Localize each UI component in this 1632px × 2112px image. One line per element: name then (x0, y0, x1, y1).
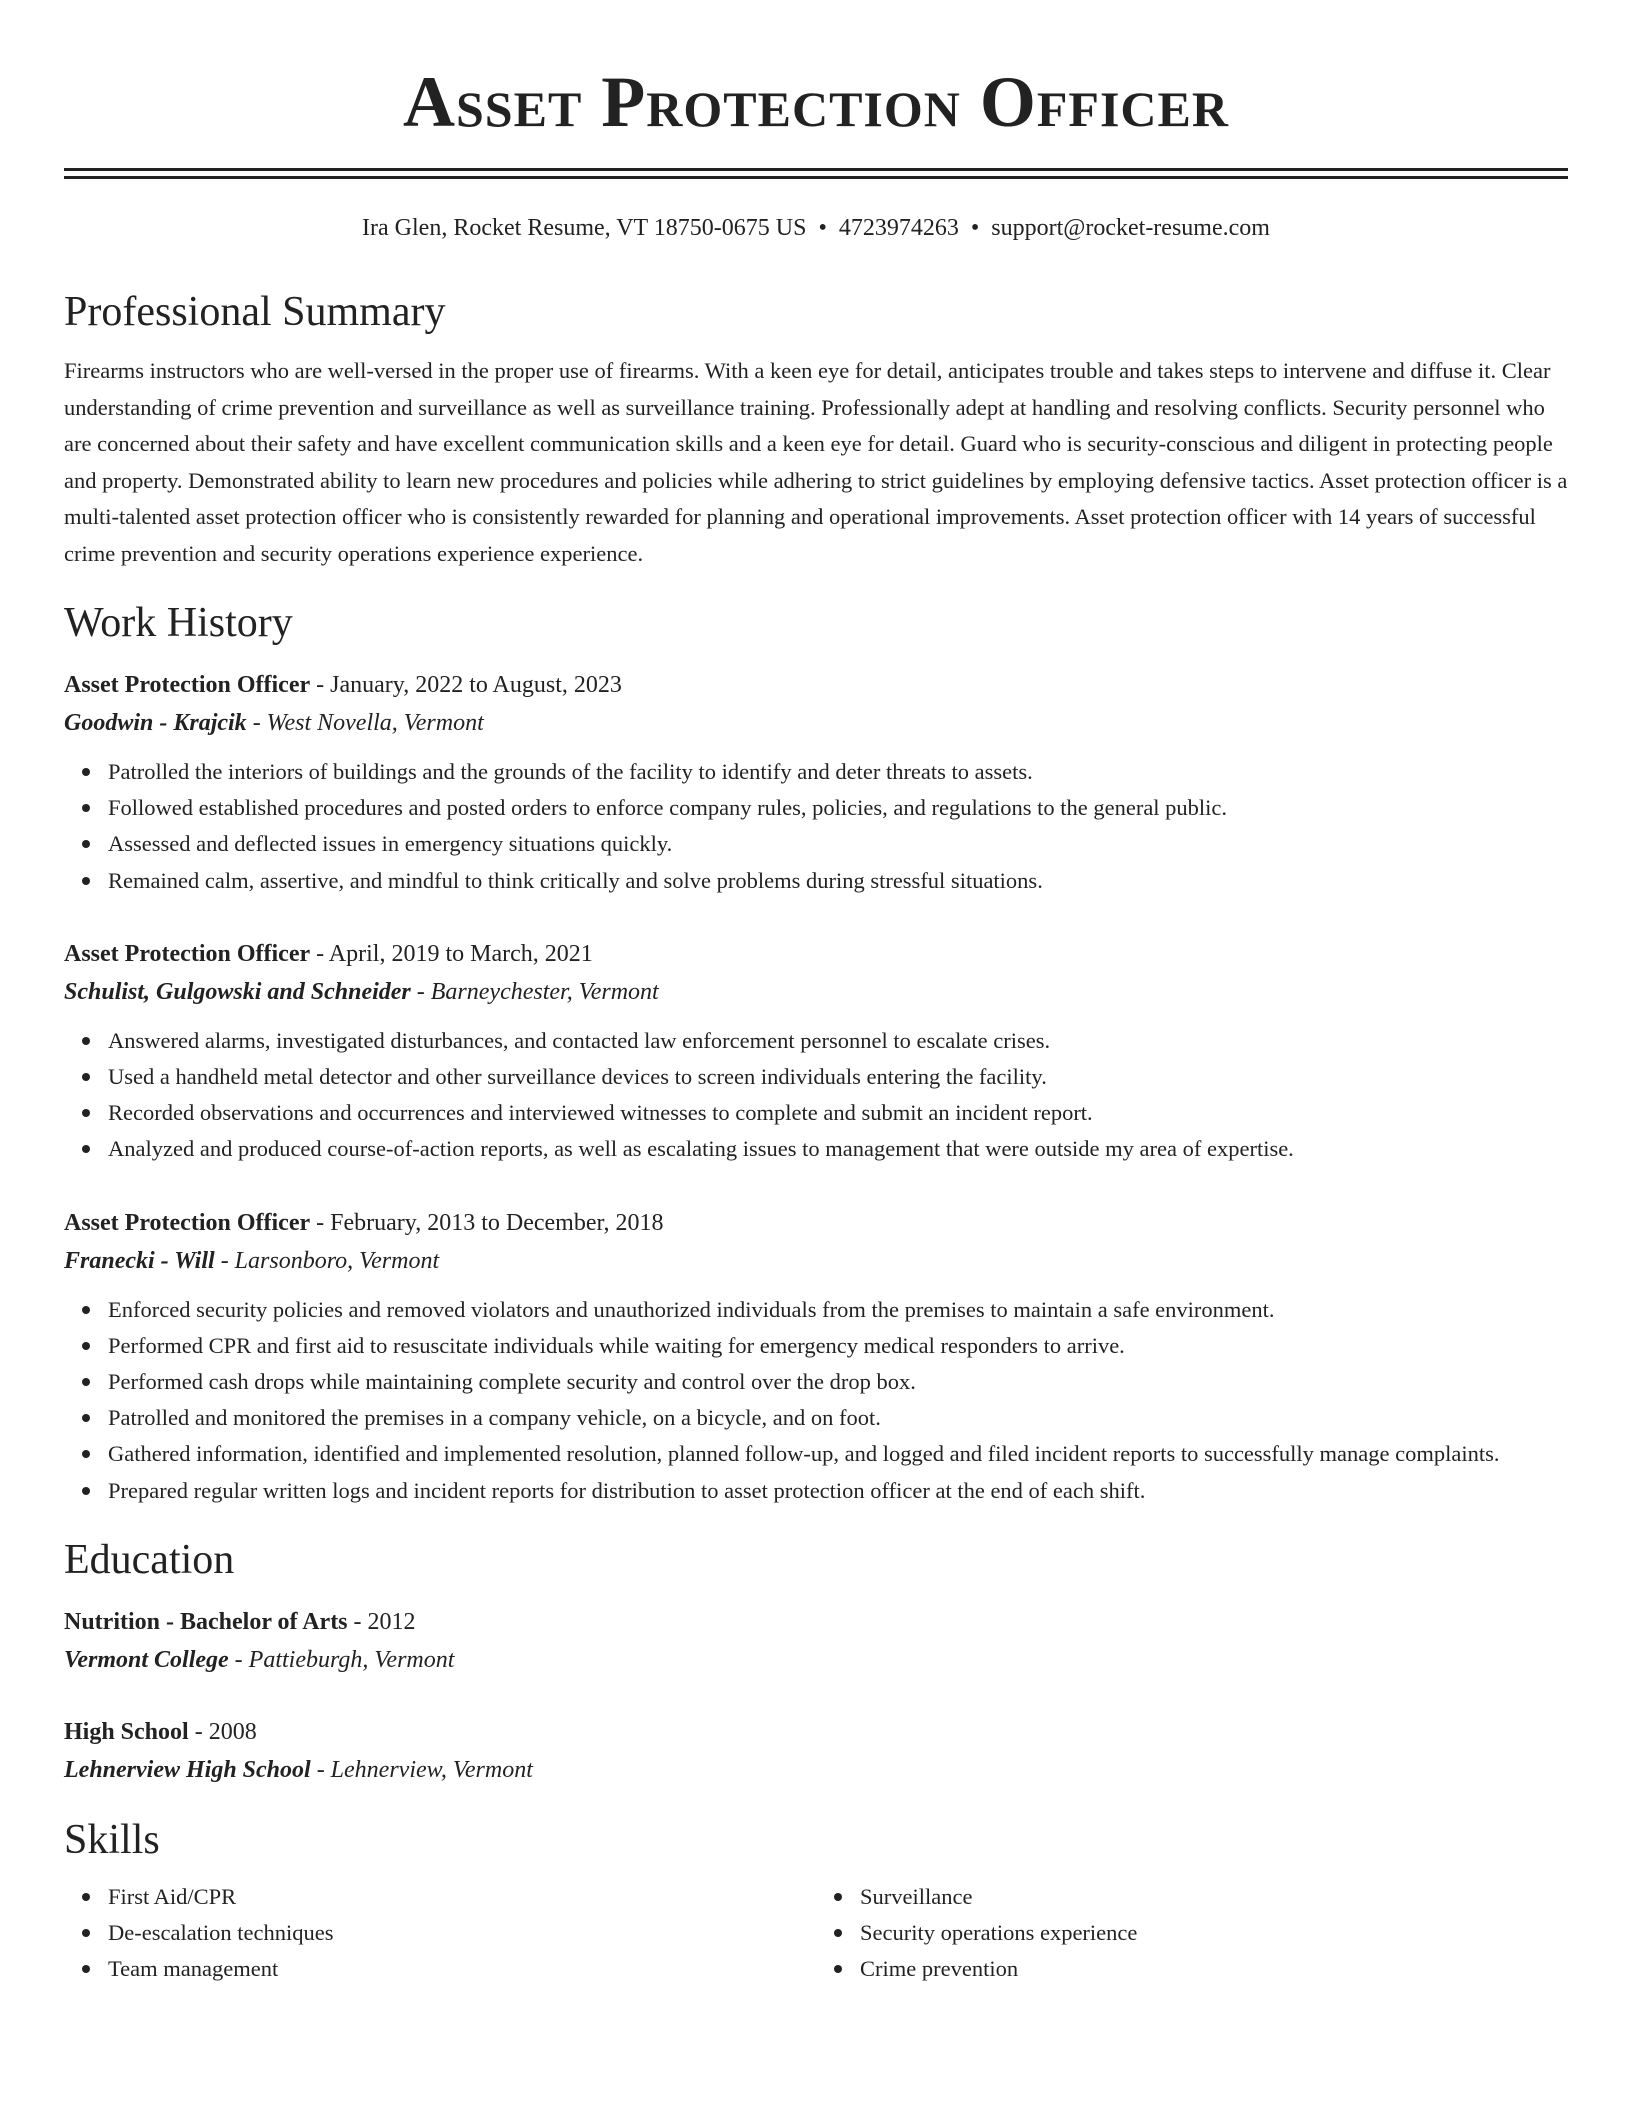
skill-item: Crime prevention (860, 1951, 1568, 1987)
title-double-rule (64, 168, 1568, 179)
job-location: - West Novella, Vermont (246, 710, 484, 736)
job-company: Goodwin - Krajcik (64, 710, 247, 736)
job-bullet: Recorded observations and occurrences and interviewed witnesses to complete and submit an incident report. (108, 1095, 1568, 1131)
job-bullet: Patrolled the interiors of buildings and the grounds of the facility to identify and deter threats to assets. (108, 754, 1568, 790)
job-entry (64, 935, 1568, 1168)
skill-item: Security operations experience (860, 1915, 1568, 1951)
job-title: Asset Protection Officer (64, 672, 311, 698)
job-bullet: Performed cash drops while maintaining complete security and control over the drop box. (108, 1364, 1568, 1400)
job-bullet: Followed established procedures and posted orders to enforce company rules, policies, and regulations to the general public. (108, 790, 1568, 826)
education-school: Lehnerview High School (64, 1756, 311, 1783)
education-entry (64, 1603, 1568, 1679)
education-heading: Education (64, 1536, 235, 1583)
job-bullet: Analyzed and produced course-of-action reports, as well as escalating issues to management that were outside my area of expertise. (108, 1131, 1568, 1167)
job-bullet: Performed CPR and first aid to resuscitate individuals while waiting for emergency medical responders to arrive. (108, 1328, 1568, 1364)
education-year: - 2012 (347, 1608, 416, 1635)
job-title-line (64, 1204, 1568, 1242)
contact-line (64, 211, 1568, 245)
skill-item: Surveillance (860, 1879, 1568, 1915)
job-location: - Barneychester, Vermont (410, 978, 659, 1005)
job-bullets (64, 1023, 1568, 1168)
job-company: Franecki - Will (64, 1247, 215, 1274)
job-company: Schulist, Gulgowski and Schneider (64, 978, 411, 1005)
job-bullet: Patrolled and monitored the premises in a company vehicle, on a bicycle, and on foot. (108, 1400, 1568, 1436)
job-bullet: Enforced security policies and removed violators and unauthorized individuals from the premises to maintain a safe environment. (108, 1292, 1568, 1328)
contact-phone: 4723974263 (838, 215, 959, 241)
job-dates: - April, 2019 to March, 2021 (310, 940, 593, 967)
contact-email: support@rocket-resume.com (991, 215, 1270, 241)
skill-item: De-escalation techniques (108, 1915, 816, 1951)
education-school-line (64, 1751, 1568, 1789)
skill-item: Team management (108, 1951, 816, 1987)
job-company-line (64, 973, 1568, 1011)
summary-text: Firearms instructors who are well-versed in the proper use of firearms. With a keen eye for detail, anticipates trouble and takes steps to intervene and diffuse it. Clear understanding of crime prevention and surveillance as well as surveillance training. Professionally adept at handling and resolving conflicts. Security personnel who are concerned about their safety and have excellent communication skills and a keen eye for detail. Guard who is security-conscious and diligent in protecting people and property. Demonstrated ability to learn new procedures and policies while adhering to strict guidelines by employing defensive tactics. Asset protection officer is a multi-talented asset protection officer who is consistently rewarded for planning and operational improvements. Asset protection officer with 14 years of successful crime prevention and security operations experience experience. (64, 358, 1568, 566)
contact-separator: • (970, 215, 980, 241)
education-entry (64, 1713, 1568, 1789)
skills-right-column (816, 1879, 1568, 1988)
job-bullet: Used a handheld metal detector and other surveillance devices to screen individuals entering the facility. (108, 1059, 1568, 1095)
skills-left-column (64, 1879, 816, 1988)
job-bullet: Gathered information, identified and implemented resolution, planned follow-up, and logged and filed incident reports to successfully manage complaints. (108, 1436, 1568, 1472)
job-bullet: Assessed and deflected issues in emergency situations quickly. (108, 826, 1568, 862)
job-title-line (64, 935, 1568, 973)
job-location: - Larsonboro, Vermont (214, 1247, 440, 1274)
education-degree-line (64, 1713, 1568, 1751)
education-school: Vermont College (64, 1646, 229, 1673)
summary-heading: Professional Summary (64, 289, 446, 335)
job-title: Asset Protection Officer (64, 1209, 311, 1236)
work-history-heading: Work History (64, 600, 293, 646)
contact-address: Ira Glen, Rocket Resume, VT 18750-0675 US (362, 215, 807, 241)
job-bullets (64, 1292, 1568, 1509)
job-entry (64, 666, 1568, 899)
skills-heading: Skills (64, 1816, 160, 1863)
education-location: - Lehnerview, Vermont (310, 1756, 533, 1783)
job-bullets (64, 754, 1568, 899)
education-year: - 2008 (188, 1718, 257, 1745)
job-title: Asset Protection Officer (64, 940, 311, 967)
skill-item: First Aid/CPR (108, 1879, 816, 1915)
education-location: - Pattieburgh, Vermont (228, 1646, 455, 1673)
education-degree: High School (64, 1718, 189, 1745)
job-bullet: Answered alarms, investigated disturbances, and contacted law enforcement personnel to escalate crises. (108, 1023, 1568, 1059)
skills-columns (64, 1879, 1568, 1988)
job-title-line (64, 666, 1568, 704)
job-bullet: Prepared regular written logs and incident reports for distribution to asset protection officer at the end of each shift. (108, 1473, 1568, 1509)
education-degree: Nutrition - Bachelor of Arts (64, 1608, 348, 1635)
education-school-line (64, 1641, 1568, 1679)
job-bullet: Remained calm, assertive, and mindful to think critically and solve problems during stressful situations. (108, 863, 1568, 899)
contact-separator: • (818, 215, 827, 241)
job-dates: - February, 2013 to December, 2018 (310, 1209, 664, 1236)
education-degree-line (64, 1603, 1568, 1641)
job-company-line (64, 704, 1568, 742)
job-dates: - January, 2022 to August, 2023 (310, 672, 622, 698)
resume-title: Asset Protection Officer (402, 62, 1230, 142)
job-entry (64, 1204, 1568, 1509)
job-company-line (64, 1242, 1568, 1280)
